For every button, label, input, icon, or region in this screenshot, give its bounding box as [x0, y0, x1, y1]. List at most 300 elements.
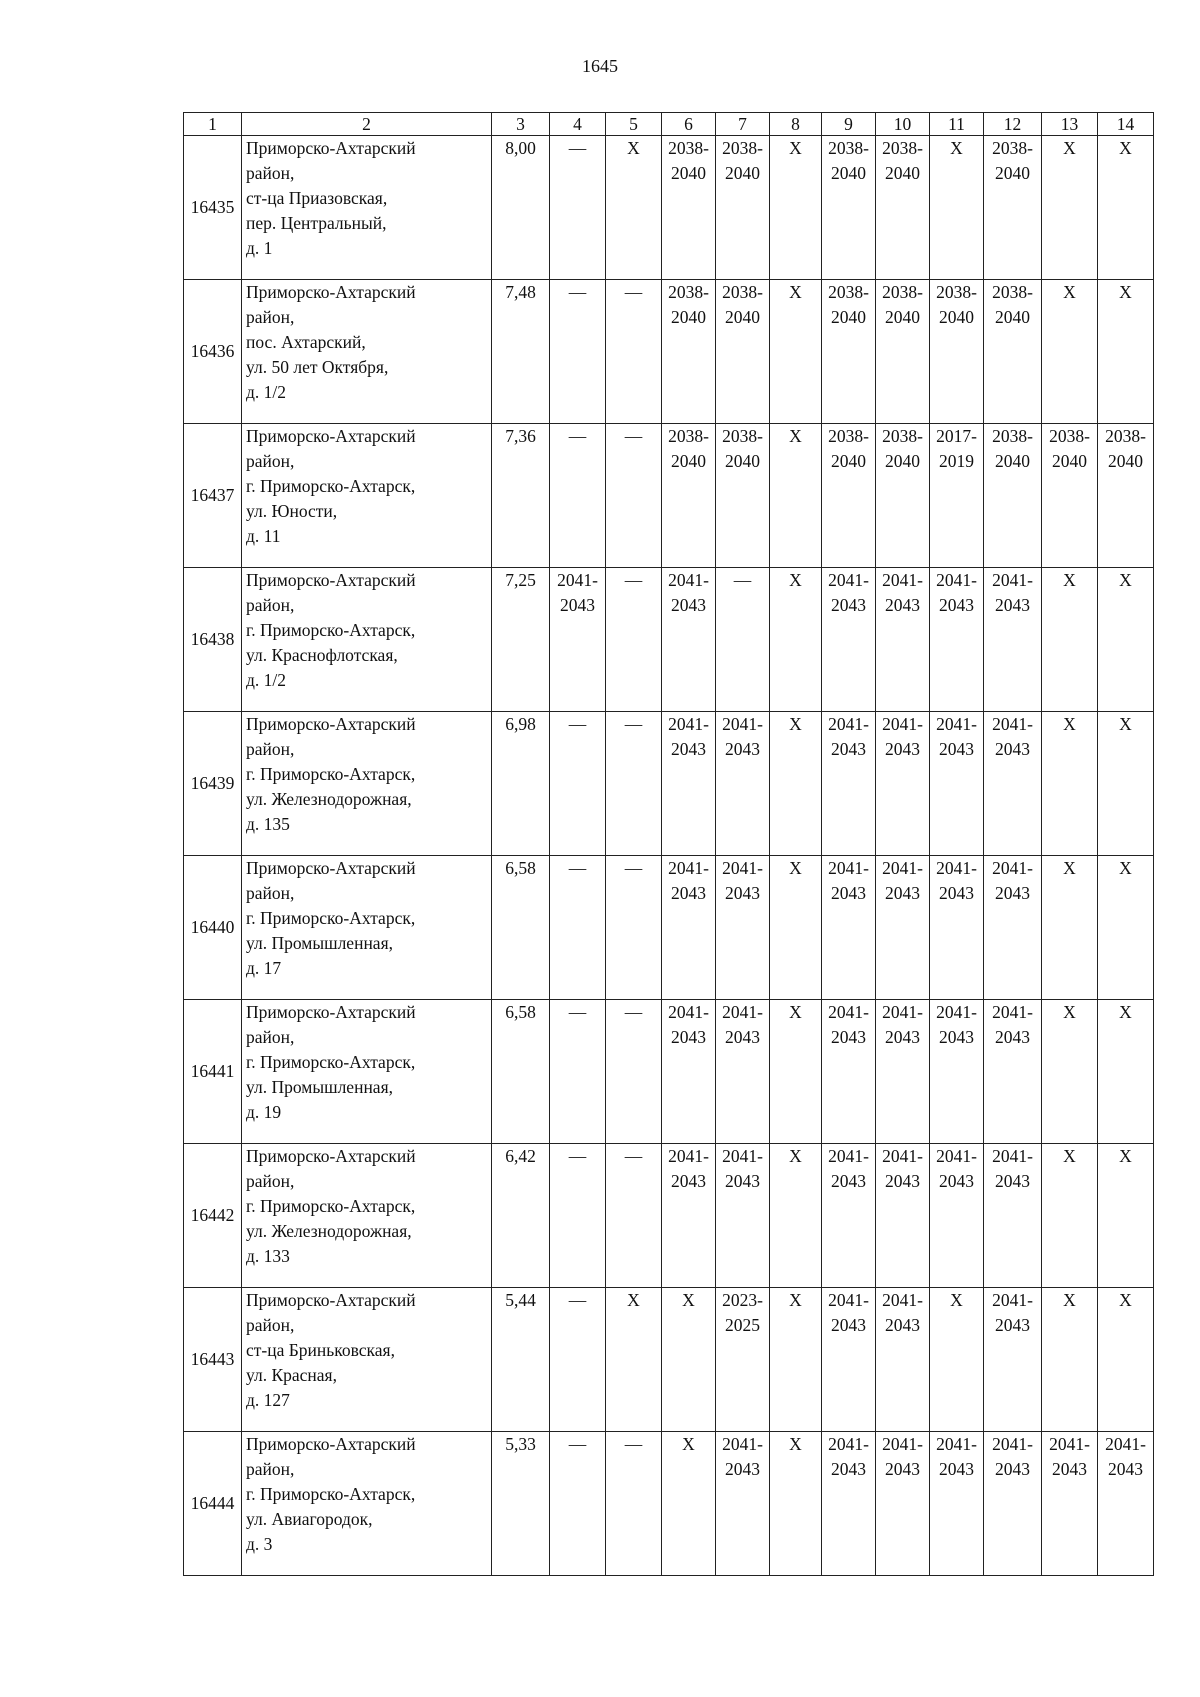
cell-value: 6,42 [505, 1146, 536, 1166]
cell-value: 7,36 [505, 426, 536, 446]
value-cell [984, 712, 1042, 856]
cell-value: 2038- 2040 [828, 426, 869, 471]
address-line: район, [246, 163, 295, 183]
cell-value: 8,00 [505, 138, 536, 158]
value-cell [770, 1432, 822, 1576]
table-row [184, 1432, 1154, 1576]
value-cell [876, 712, 930, 856]
cell-value: 2038- 2040 [882, 426, 923, 471]
value-cell [822, 1000, 876, 1144]
value-cell [1042, 1288, 1098, 1432]
cell-value: 2038- 2040 [668, 282, 709, 327]
value-cell [662, 1288, 716, 1432]
value-cell [492, 424, 550, 568]
cell-value: — [624, 1146, 643, 1166]
cell-value: 2041- 2043 [828, 570, 869, 615]
cell-value: — [568, 1290, 587, 1310]
value-cell [1098, 1144, 1154, 1288]
cell-value: Х [1063, 858, 1076, 878]
column-header: 3 [492, 113, 550, 136]
cell-value: Х [1119, 1290, 1132, 1310]
value-cell [822, 136, 876, 280]
row-id: 16444 [184, 1432, 242, 1576]
address-line: г. Приморско-Ахтарск, [246, 764, 416, 784]
address-line: Приморско-Ахтарский [246, 1290, 416, 1310]
cell-value: Х [1063, 1290, 1076, 1310]
column-header: 10 [876, 113, 930, 136]
value-cell [984, 280, 1042, 424]
data-table [183, 112, 1154, 1576]
value-cell [550, 1000, 606, 1144]
value-cell [606, 280, 662, 424]
address-line: район, [246, 451, 295, 471]
value-cell [492, 1000, 550, 1144]
column-header: 7 [716, 113, 770, 136]
row-id: 16443 [184, 1288, 242, 1432]
cell-value: — [624, 1434, 643, 1454]
cell-value: 5,44 [505, 1290, 536, 1310]
value-cell [550, 1144, 606, 1288]
value-cell [984, 1000, 1042, 1144]
cell-value: — [568, 1146, 587, 1166]
cell-value: 6,98 [505, 714, 536, 734]
value-cell [662, 568, 716, 712]
value-cell [1042, 1000, 1098, 1144]
value-cell [822, 1144, 876, 1288]
cell-value: Х [789, 1290, 802, 1310]
address-cell [242, 1432, 492, 1576]
cell-value: 2041- 2043 [936, 1002, 977, 1047]
row-id: 16441 [184, 1000, 242, 1144]
address-line: г. Приморско-Ахтарск, [246, 1484, 416, 1504]
address-line: пер. Центральный, [246, 213, 387, 233]
address-line: д. 1 [246, 238, 273, 258]
value-cell [550, 712, 606, 856]
column-header: 12 [984, 113, 1042, 136]
cell-value: Х [789, 714, 802, 734]
cell-value: 2041- 2043 [722, 858, 763, 903]
cell-value: — [568, 714, 587, 734]
cell-value: 2038- 2040 [668, 138, 709, 183]
value-cell [716, 424, 770, 568]
value-cell [876, 136, 930, 280]
cell-value: 2038- 2040 [1049, 426, 1090, 471]
address-cell [242, 424, 492, 568]
table-row [184, 280, 1154, 424]
value-cell [662, 856, 716, 1000]
value-cell [822, 712, 876, 856]
cell-value: — [568, 858, 587, 878]
cell-value: Х [789, 570, 802, 590]
value-cell [550, 136, 606, 280]
cell-value: 2038- 2040 [882, 138, 923, 183]
value-cell [876, 1000, 930, 1144]
address-line: г. Приморско-Ахтарск, [246, 620, 416, 640]
address-line: Приморско-Ахтарский [246, 282, 416, 302]
address-cell [242, 1288, 492, 1432]
cell-value: 7,48 [505, 282, 536, 302]
cell-value: Х [682, 1290, 695, 1310]
cell-value: 2038- 2040 [668, 426, 709, 471]
column-header: 4 [550, 113, 606, 136]
value-cell [492, 1432, 550, 1576]
cell-value: Х [950, 1290, 963, 1310]
address-line: г. Приморско-Ахтарск, [246, 908, 416, 928]
cell-value: 2038- 2040 [992, 282, 1033, 327]
address-line: ул. Промышленная, [246, 1077, 393, 1097]
cell-value: Х [1063, 1146, 1076, 1166]
value-cell [1042, 424, 1098, 568]
cell-value: 2041- 2043 [557, 570, 598, 615]
cell-value: 2041- 2043 [992, 1002, 1033, 1047]
value-cell [716, 1288, 770, 1432]
column-header: 9 [822, 113, 876, 136]
cell-value: 6,58 [505, 858, 536, 878]
cell-value: Х [1063, 570, 1076, 590]
value-cell [492, 280, 550, 424]
cell-value: Х [789, 1434, 802, 1454]
value-cell [984, 856, 1042, 1000]
cell-value: Х [1063, 138, 1076, 158]
value-cell [716, 568, 770, 712]
address-line: ул. Железнодорожная, [246, 1221, 412, 1241]
cell-value: 2038- 2040 [992, 138, 1033, 183]
address-line: д. 1/2 [246, 670, 287, 690]
value-cell [662, 1432, 716, 1576]
cell-value: 2041- 2043 [882, 1290, 923, 1335]
cell-value: 2041- 2043 [722, 714, 763, 759]
cell-value: 2041- 2043 [722, 1434, 763, 1479]
value-cell [716, 280, 770, 424]
address-line: пос. Ахтарский, [246, 332, 366, 352]
value-cell [984, 1144, 1042, 1288]
value-cell [770, 1000, 822, 1144]
value-cell [770, 136, 822, 280]
value-cell [550, 1288, 606, 1432]
cell-value: — [568, 426, 587, 446]
value-cell [984, 568, 1042, 712]
row-id: 16437 [184, 424, 242, 568]
address-cell [242, 568, 492, 712]
cell-value: 2041- 2043 [668, 570, 709, 615]
value-cell [716, 136, 770, 280]
cell-value: Х [1119, 1002, 1132, 1022]
value-cell [930, 712, 984, 856]
cell-value: 2041- 2043 [936, 570, 977, 615]
address-line: район, [246, 1459, 295, 1479]
address-line: г. Приморско-Ахтарск, [246, 1196, 416, 1216]
value-cell [662, 280, 716, 424]
cell-value: 2041- 2043 [828, 1290, 869, 1335]
value-cell [984, 136, 1042, 280]
value-cell [1098, 568, 1154, 712]
cell-value: 2038- 2040 [722, 426, 763, 471]
cell-value: Х [789, 138, 802, 158]
address-line: д. 127 [246, 1390, 290, 1410]
value-cell [606, 424, 662, 568]
row-id: 16439 [184, 712, 242, 856]
value-cell [984, 1432, 1042, 1576]
row-id: 16436 [184, 280, 242, 424]
table-row [184, 568, 1154, 712]
value-cell [930, 568, 984, 712]
cell-value: — [733, 570, 752, 590]
address-line: Приморско-Ахтарский [246, 858, 416, 878]
value-cell [984, 1288, 1042, 1432]
table-row [184, 136, 1154, 280]
value-cell [606, 568, 662, 712]
column-header: 5 [606, 113, 662, 136]
value-cell [550, 424, 606, 568]
value-cell [876, 568, 930, 712]
value-cell [822, 856, 876, 1000]
cell-value: 2041- 2043 [828, 1434, 869, 1479]
address-line: Приморско-Ахтарский [246, 138, 416, 158]
cell-value: 2041- 2043 [992, 1434, 1033, 1479]
cell-value: 2041- 2043 [992, 858, 1033, 903]
address-line: д. 3 [246, 1534, 273, 1554]
cell-value: Х [1063, 282, 1076, 302]
address-line: Приморско-Ахтарский [246, 714, 416, 734]
value-cell [930, 424, 984, 568]
value-cell [716, 1144, 770, 1288]
cell-value: 2041- 2043 [936, 1434, 977, 1479]
cell-value: — [624, 858, 643, 878]
cell-value: 2041- 2043 [936, 1146, 977, 1191]
table-row [184, 1000, 1154, 1144]
address-line: г. Приморско-Ахтарск, [246, 476, 416, 496]
address-line: ул. Промышленная, [246, 933, 393, 953]
value-cell [876, 1144, 930, 1288]
address-line: ул. Краснофлотская, [246, 645, 398, 665]
cell-value: 2041- 2043 [992, 714, 1033, 759]
value-cell [550, 568, 606, 712]
value-cell [770, 280, 822, 424]
value-cell [606, 712, 662, 856]
value-cell [1098, 1000, 1154, 1144]
cell-value: 2041- 2043 [722, 1146, 763, 1191]
address-line: Приморско-Ахтарский [246, 570, 416, 590]
address-line: д. 19 [246, 1102, 282, 1122]
value-cell [876, 424, 930, 568]
value-cell [930, 1000, 984, 1144]
cell-value: — [568, 138, 587, 158]
cell-value: 2041- 2043 [936, 714, 977, 759]
value-cell [930, 1144, 984, 1288]
value-cell [822, 280, 876, 424]
cell-value: 2041- 2043 [668, 1002, 709, 1047]
value-cell [1042, 856, 1098, 1000]
value-cell [1042, 1432, 1098, 1576]
cell-value: 7,25 [505, 570, 536, 590]
page-number: 1645 [582, 56, 618, 76]
address-line: район, [246, 883, 295, 903]
row-id: 16435 [184, 136, 242, 280]
cell-value: Х [1119, 138, 1132, 158]
column-header: 11 [930, 113, 984, 136]
address-cell [242, 136, 492, 280]
value-cell [770, 1288, 822, 1432]
value-cell [1098, 424, 1154, 568]
cell-value: 2041- 2043 [668, 858, 709, 903]
cell-value: Х [789, 426, 802, 446]
table-row [184, 712, 1154, 856]
cell-value: 2038- 2040 [828, 282, 869, 327]
cell-value: 2041- 2043 [668, 1146, 709, 1191]
address-line: ст-ца Бриньковская, [246, 1340, 395, 1360]
cell-value: Х [1063, 1002, 1076, 1022]
value-cell [876, 1432, 930, 1576]
value-cell [1042, 568, 1098, 712]
address-cell [242, 1144, 492, 1288]
cell-value: Х [789, 1002, 802, 1022]
cell-value: Х [789, 858, 802, 878]
address-line: д. 133 [246, 1246, 290, 1266]
value-cell [492, 856, 550, 1000]
value-cell [550, 856, 606, 1000]
cell-value: 2041- 2043 [668, 714, 709, 759]
address-line: ул. Юности, [246, 501, 338, 521]
address-cell [242, 856, 492, 1000]
cell-value: Х [627, 1290, 640, 1310]
cell-value: 2038- 2040 [882, 282, 923, 327]
cell-value: Х [950, 138, 963, 158]
cell-value: — [624, 1002, 643, 1022]
value-cell [930, 1432, 984, 1576]
value-cell [716, 712, 770, 856]
address-line: Приморско-Ахтарский [246, 1434, 416, 1454]
value-cell [930, 856, 984, 1000]
value-cell [822, 1432, 876, 1576]
column-header: 6 [662, 113, 716, 136]
value-cell [716, 856, 770, 1000]
address-line: район, [246, 1315, 295, 1335]
cell-value: 2041- 2043 [828, 714, 869, 759]
address-line: д. 135 [246, 814, 290, 834]
cell-value: 2041- 2043 [992, 570, 1033, 615]
address-cell [242, 1000, 492, 1144]
address-line: ул. Железнодорожная, [246, 789, 412, 809]
value-cell [606, 1288, 662, 1432]
row-id: 16442 [184, 1144, 242, 1288]
cell-value: Х [627, 138, 640, 158]
cell-value: — [568, 282, 587, 302]
cell-value: — [624, 282, 643, 302]
value-cell [1098, 712, 1154, 856]
column-header: 1 [184, 113, 242, 136]
value-cell [1042, 280, 1098, 424]
address-line: район, [246, 739, 295, 759]
cell-value: 2041- 2043 [936, 858, 977, 903]
cell-value: Х [1119, 1146, 1132, 1166]
cell-value: 2041- 2043 [882, 714, 923, 759]
value-cell [492, 1144, 550, 1288]
cell-value: Х [1063, 714, 1076, 734]
cell-value: 2041- 2043 [828, 1146, 869, 1191]
cell-value: 2038- 2040 [992, 426, 1033, 471]
address-line: ул. Авиагородок, [246, 1509, 373, 1529]
value-cell [770, 712, 822, 856]
cell-value: 2041- 2043 [722, 1002, 763, 1047]
cell-value: 2038- 2040 [828, 138, 869, 183]
cell-value: 2041- 2043 [882, 1002, 923, 1047]
value-cell [716, 1000, 770, 1144]
cell-value: 2041- 2043 [1049, 1434, 1090, 1479]
table-row [184, 424, 1154, 568]
cell-value: 5,33 [505, 1434, 536, 1454]
address-line: Приморско-Ахтарский [246, 426, 416, 446]
cell-value: Х [789, 1146, 802, 1166]
table-row [184, 1144, 1154, 1288]
cell-value: 2038- 2040 [722, 282, 763, 327]
value-cell [1098, 136, 1154, 280]
cell-value: 2038- 2040 [1105, 426, 1146, 471]
cell-value: 2041- 2043 [828, 858, 869, 903]
value-cell [1042, 136, 1098, 280]
header-row [184, 113, 1154, 136]
table-row [184, 1288, 1154, 1432]
value-cell [662, 136, 716, 280]
address-line: ул. Красная, [246, 1365, 337, 1385]
value-cell [876, 856, 930, 1000]
value-cell [770, 568, 822, 712]
value-cell [1098, 280, 1154, 424]
cell-value: 2041- 2043 [828, 1002, 869, 1047]
value-cell [1098, 856, 1154, 1000]
column-header: 8 [770, 113, 822, 136]
address-line: район, [246, 595, 295, 615]
address-line: д. 17 [246, 958, 282, 978]
value-cell [1098, 1432, 1154, 1576]
value-cell [822, 568, 876, 712]
address-line: Приморско-Ахтарский [246, 1146, 416, 1166]
cell-value: 2017- 2019 [936, 426, 977, 471]
value-cell [876, 1288, 930, 1432]
cell-value: — [568, 1002, 587, 1022]
row-id: 16438 [184, 568, 242, 712]
column-header: 14 [1098, 113, 1154, 136]
cell-value: Х [789, 282, 802, 302]
value-cell [492, 568, 550, 712]
address-line: г. Приморско-Ахтарск, [246, 1052, 416, 1072]
cell-value: 2041- 2043 [1105, 1434, 1146, 1479]
address-line: ст-ца Приазовская, [246, 188, 388, 208]
value-cell [662, 1000, 716, 1144]
address-line: д. 11 [246, 526, 281, 546]
value-cell [662, 424, 716, 568]
row-id: 16440 [184, 856, 242, 1000]
address-line: Приморско-Ахтарский [246, 1002, 416, 1022]
cell-value: — [624, 570, 643, 590]
cell-value: Х [682, 1434, 695, 1454]
address-cell [242, 280, 492, 424]
value-cell [930, 1288, 984, 1432]
address-line: д. 1/2 [246, 382, 287, 402]
column-header: 13 [1042, 113, 1098, 136]
cell-value: — [624, 426, 643, 446]
cell-value: 2041- 2043 [992, 1290, 1033, 1335]
cell-value: Х [1119, 714, 1132, 734]
address-cell [242, 712, 492, 856]
value-cell [550, 280, 606, 424]
table-row [184, 856, 1154, 1000]
table-body [184, 136, 1154, 1576]
value-cell [492, 1288, 550, 1432]
value-cell [822, 424, 876, 568]
cell-value: Х [1119, 858, 1132, 878]
value-cell [1042, 712, 1098, 856]
value-cell [716, 1432, 770, 1576]
